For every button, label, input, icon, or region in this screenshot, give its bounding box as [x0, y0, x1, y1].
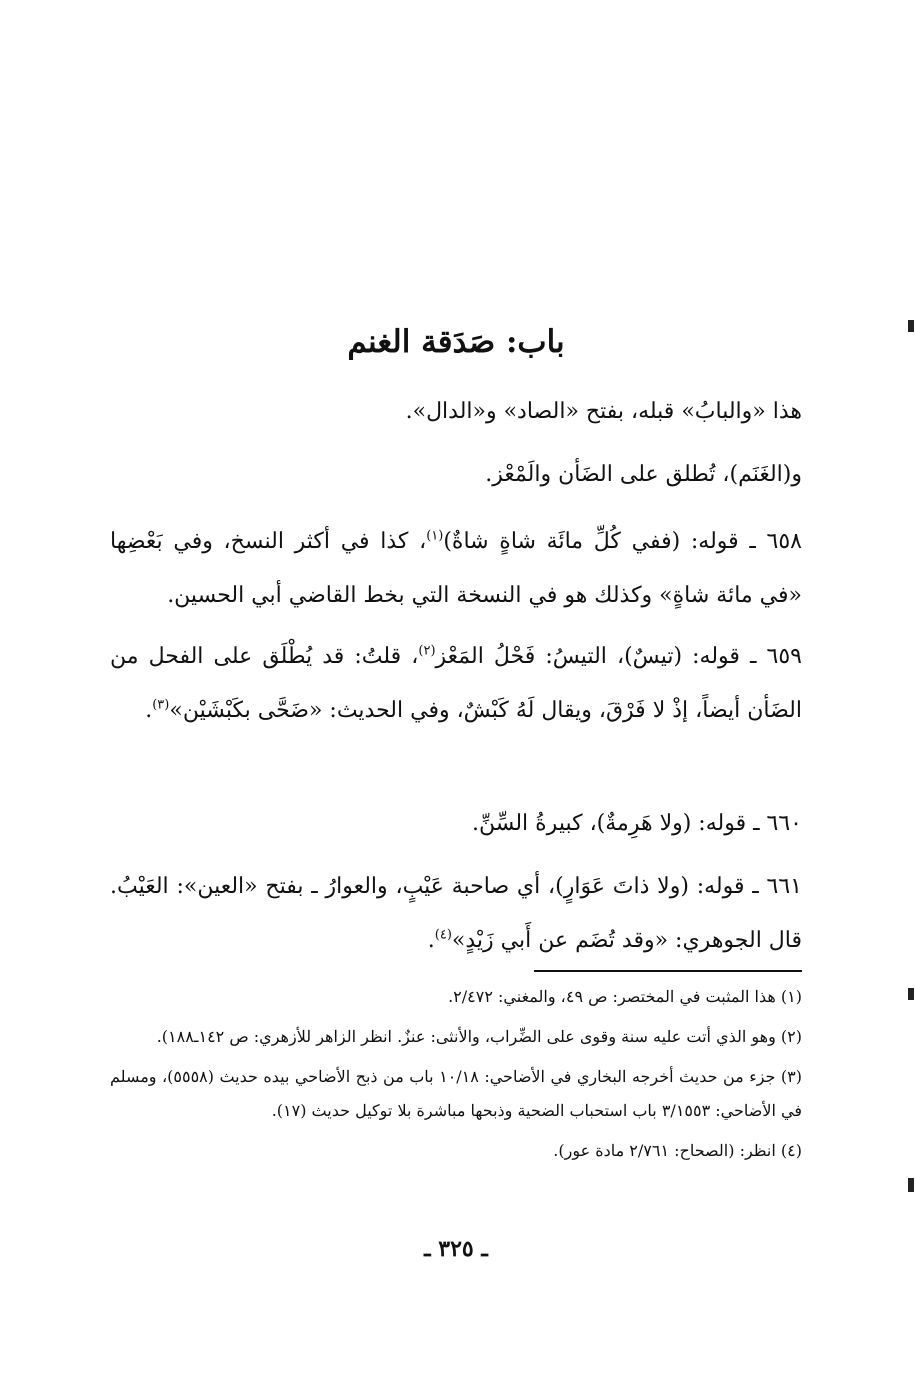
intro-paragraph-1: هذا «والبابُ» قبله، بفتح «الصاد» و«الدال».	[405, 399, 802, 424]
paragraph-658-text: ٦٥٨ ـ قوله: (ففي كُلِّ مائَة شاةٍ شاةٌ)	[443, 529, 802, 554]
footnote-ref-1: (١)	[426, 528, 444, 544]
scan-edge-mark	[908, 988, 914, 1000]
chapter-title: باب: صَدَقة الغنم	[347, 324, 565, 360]
footnote-1: (١) هذا المثبت في المختصر: ص ٤٩، والمغني: ٢/٤٧٢.	[448, 987, 802, 1006]
paragraph-661	[110, 860, 802, 968]
paragraph-658-rest: ، كذا في أكثر النسخ، وفي بَعْضِها «في مائة شاةٍ» وكذلك هو في النسخة التي بخط القاضي أبي الحسين.	[110, 529, 802, 608]
intro-paragraph-2: و(الغَنَم)، تُطلق على الضَأن والَمْعْز.	[485, 462, 802, 487]
page-number: ـ ٣٢٥ ـ	[424, 1236, 488, 1262]
paragraph-658	[110, 515, 802, 623]
footnote-2: (٢) وهو الذي أتت عليه سنة وقوى على الضِّراب، والأنثى: عنزٌ. انظر الزاهر للأزهري: ص ١٤٢ـ١٨٨).	[156, 1027, 802, 1046]
paragraph-661-text: ٦٦١ ـ قوله: (ولا ذاتَ عَوَارٍ)، أي صاحبة عَيْبٍ، والعوارُ ـ بفتح «العين»: العَيْبُ. قال الجوهري: «وقد تُضَم عن أَبي زَيْدٍ»	[110, 874, 802, 953]
footnote-ref-3: (٣)	[152, 697, 170, 713]
paragraph-659	[110, 630, 802, 738]
document-page	[110, 0, 802, 1376]
footnote-3: (٣) جزء من حديث أخرجه البخاري في الأضاحي: ١٠/١٨ باب من ذبح الأضاحي بيده حديث (٥٥٥٨)، ومسلم في الأضاحي: ٣/١٥٥٣ باب استحباب الضحية وذبحها مباشرة بلا توكيل حديث (١٧).	[110, 1067, 802, 1120]
footnote-ref-2: (٢)	[418, 643, 436, 659]
paragraph-659-text: ٦٥٩ ـ قوله: (تيسٌ)، التيسُ: فَحْلُ المَعْز	[435, 644, 802, 669]
scan-edge-mark	[908, 1178, 914, 1192]
paragraph-659-rest: ، قلتُ: قد يُطْلَق على الفحل من الضَأن أيضاً، إذْ لا فَرْقَ، ويقال لَهُ كَبْشٌ، وفي الحديث: «ضَحَّى بكَبْشَيْن»	[110, 644, 802, 723]
paragraph-659-end: .	[145, 698, 153, 723]
paragraph-660: ٦٦٠ ـ قوله: (ولا هَرِمةٌ)، كبيرةُ السِّنِّ.	[471, 811, 802, 836]
scan-edge-mark	[908, 320, 914, 332]
footnote-divider	[534, 970, 802, 972]
paragraph-661-end: .	[427, 928, 435, 953]
footnote-4: (٤) انظر: (الصحاح: ٢/٧٦١ مادة عور).	[553, 1141, 802, 1160]
footnotes	[110, 980, 802, 1174]
footnote-ref-4: (٤)	[434, 927, 452, 943]
